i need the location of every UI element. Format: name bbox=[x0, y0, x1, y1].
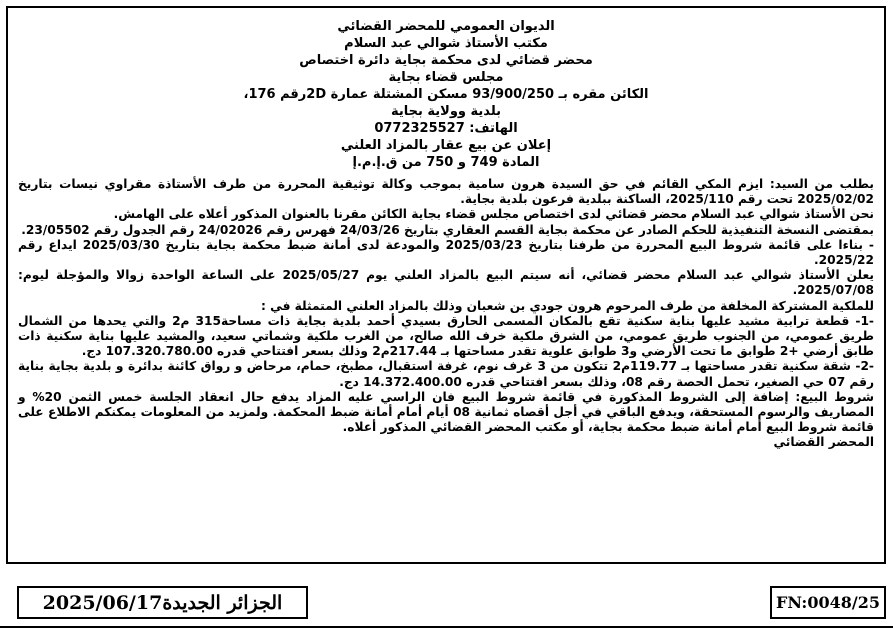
header-line: بلدية وولاية بجاية bbox=[390, 104, 502, 119]
signature-label: المحضر القضائي bbox=[773, 435, 874, 450]
body-paragraph: يعلن الأستاذ شوالي عبد السلام محضر قضائي، أنه سيتم البيع بالمزاد العلني يوم 2025/05/27 على الساعة الواحدة زوالا والمؤجلة ليوم: 2025/07/08. bbox=[18, 268, 874, 298]
body-paragraph: - بناءا على قائمة شروط البيع المحررة من طرفنا بتاريخ 2025/03/23 والمودعة لدى أمانة ضبط محكمة بجاية بتاريخ 2025/03/30 ايداع رقم 2025/22. bbox=[18, 237, 874, 268]
legal-notice bbox=[6, 6, 886, 564]
header-line: مكتب الأستاذ شوالي عبد السلام bbox=[344, 36, 548, 51]
body-paragraph: للملكية المشتركة المخلفة من طرف المرحوم هرون جودي بن شعبان وذلك بالمزاد العلني المتمثلة في : bbox=[261, 298, 874, 313]
header-line: الديوان العمومي للمحضر القضائي bbox=[337, 19, 555, 34]
header-line: الهاتف: 0772325527 bbox=[374, 121, 518, 136]
notice-title: إعلان عن بيع عقار بالمزاد العلني bbox=[340, 138, 552, 153]
file-number: FN:0048/25 bbox=[776, 593, 880, 612]
header-line: مجلس قضاء بجاية bbox=[388, 70, 504, 85]
notice-body bbox=[8, 171, 884, 451]
newspaper-date-box bbox=[17, 586, 308, 619]
body-paragraph: بمقتضى النسخة التنفيذية للحكم الصادر عن محكمة بجاية القسم العقاري بتاريخ 24/03/26 فهرس رقم 24/02026 رقم الجدول رقم 23/05502. bbox=[21, 222, 874, 237]
header-line: الكائن مقره بـ 93/900/250 مسكن المشتلة عمارة 2Dرقم 176، bbox=[243, 87, 649, 102]
sale-conditions: شروط البيع: إضافة إلى الشروط المذكورة في قائمة شروط البيع فان الراسي عليه المزاد يدفع حال انعقاد الجلسة خمس الثمن 20% و المصاريف والرسوم المستحقة، ويدفع الباقي في أجل أقصاه ثمانية 08 أيام أمام أمانة ضبط المحكمة. ولمزيد من المعلومات يمكنكم الاطلاع على قائمة شروط البيع أمام أمانة ضبط محكمة بجاية، أو مكتب المحضر القضائي المذكور أعلاه. bbox=[18, 389, 874, 435]
bottom-divider bbox=[0, 626, 893, 628]
publication-date: 2025/06/17 bbox=[42, 591, 163, 614]
file-number-box bbox=[770, 586, 886, 619]
header-line: محضر قضائي لدى محكمة بجاية دائرة اختصاص bbox=[299, 53, 593, 68]
newspaper-name: الجزائر الجديدة bbox=[162, 591, 283, 614]
body-paragraph: نحن الأستاذ شوالي عبد السلام محضر قضائي لدى اختصاص مجلس قضاء بجاية الكائن مقرنا بالعنوان المذكور أعلاه على الهامش. bbox=[113, 207, 874, 222]
legal-article: المادة 749 و 750 من ق.إ.م.إ bbox=[352, 155, 540, 170]
property-item: -2- شقة سكنية تقدر مساحتها بـ 119.77م2 تتكون من 3 غرف نوم، غرفة استقبال، مطبخ، حمام، مرحاض و رواق كائنة بدائرة و بلدية بجاية بناية رقم 07 حي الصغير، تحمل الحصة رقم 08، وذلك بسعر افتتاحي قدره 14.372.400.00 دج. bbox=[18, 359, 874, 389]
notice-header bbox=[8, 18, 884, 171]
property-item: -1- قطعة ترابية مشيد عليها بناية سكنية تقع بالمكان المسمى الحارق بسيدي أحمد بلدية بجاية ذات مساحة315 م2 والتي يحدها من الشمال طريق عمومي، من الجنوب طريق عمومي، من الشرق ملكية خرف الله صالح، من الغرب ملكية وشماتي سعيد، والمشيد عليها بناية سكنية ذات طابق أرضي +2 طوابق ما تحت الأرضي و3 طوابق علوية تقدر مساحتها بـ 217.44م2 وذلك بسعر افتتاحي قدره 107.320.780.00 دج. bbox=[18, 313, 874, 359]
body-paragraph: بطلب من السيد: ايزم المكي القائم في حق السيدة هرون سامية بموجب وكالة توثيقية المحررة من طرف الأستاذة مقراوي نيسات بتاريخ 2025/02/02 تحت رقم 2025/110، الساكنة ببلدية فرعون بلدية بجاية. bbox=[18, 177, 874, 207]
